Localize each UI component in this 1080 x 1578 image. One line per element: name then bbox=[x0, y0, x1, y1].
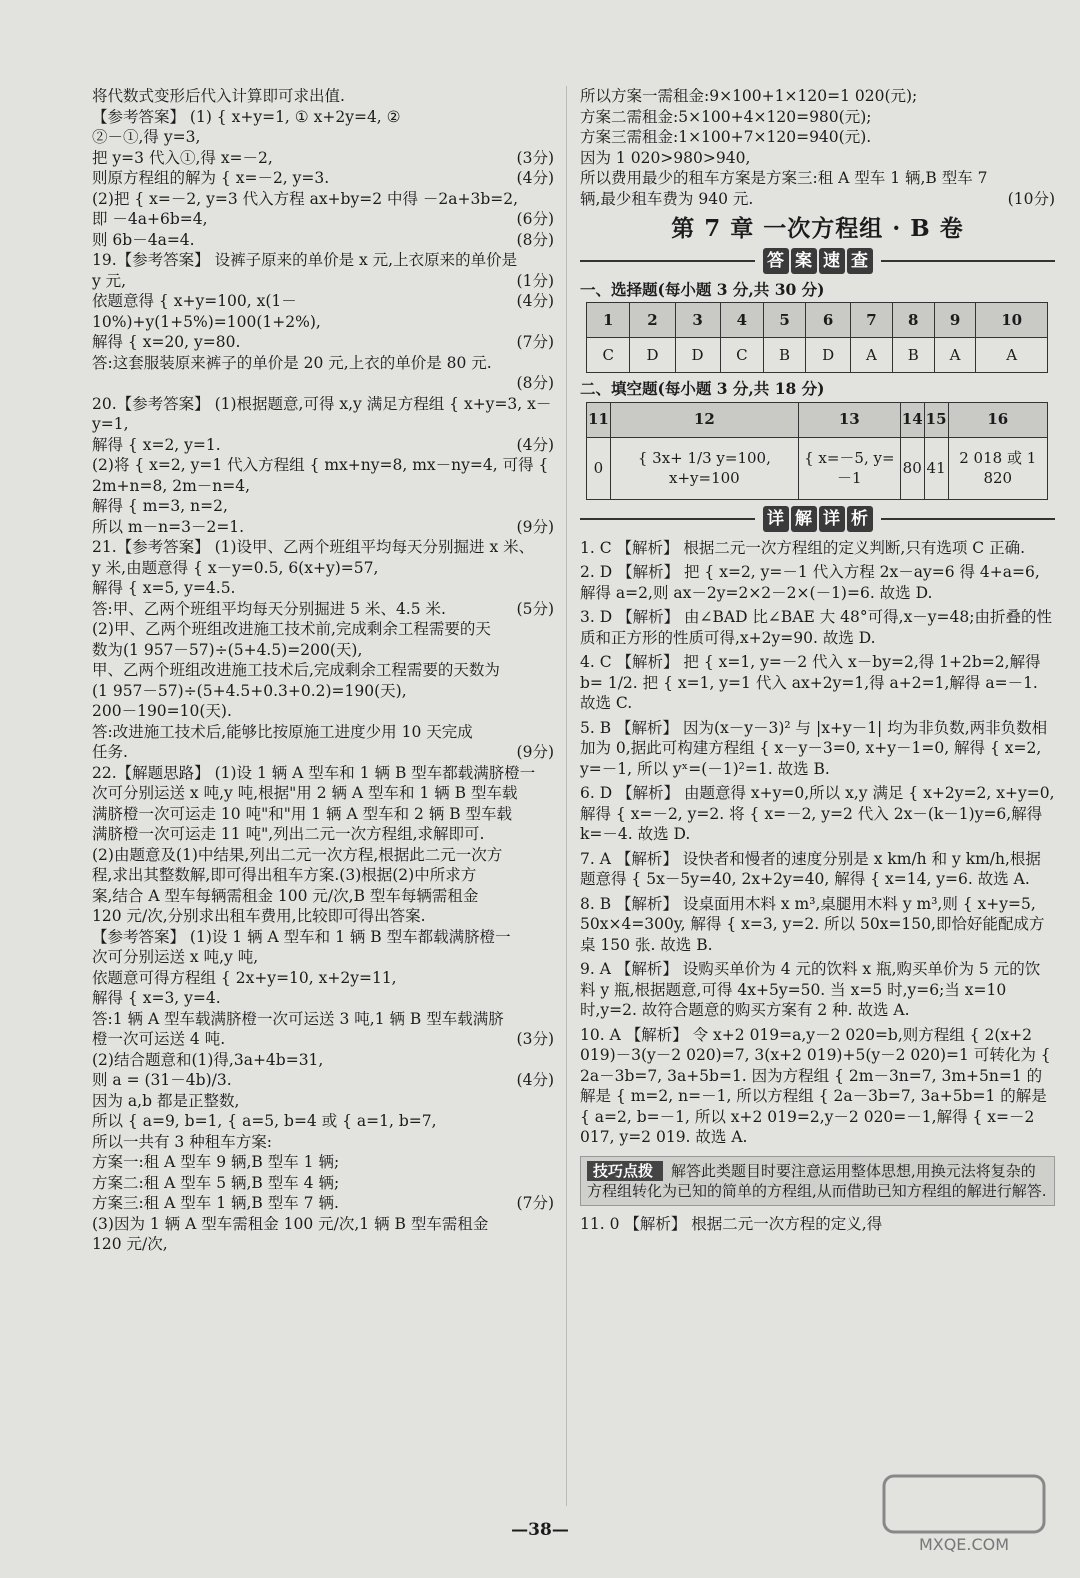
table-header-cell: 8 bbox=[892, 303, 934, 338]
fill-answer-table bbox=[586, 402, 1048, 500]
text-line bbox=[92, 640, 554, 661]
analysis-item: 10. A 【解析】 令 x+2 019=a,y－2 020=b,则方程组 { 2(x+2 019)－3(y－2 020)=7, 3(x+2 019)+5(y－2 020)=1 可转化为 { 2a－3b=7, 3a+5b=1. 因为方程组 { 2m－3n=7, 3m+5n=1 的解是 { m=2, n=－1, 所以方程组 { 2a－3b=7, 3a+5b=1 的解是 { a=2, b=－1, 所以 x+2 019=2,y－2 020=－1,解得 { x=－2 017, y=2 019. 故选 A. bbox=[580, 1025, 1051, 1146]
analysis-item: 5. B 【解析】 因为(x－y－3)² 与 |x+y－1| 均为非负数,两非负数相加为 0,据此可构建方程组 { x－y－3=0, x+y－1=0, 解得 { x=2, y=－1, 所以 yˣ=(－1)²=1. 故选 B. bbox=[580, 718, 1048, 778]
left-column bbox=[92, 86, 554, 1255]
text-line bbox=[92, 1132, 554, 1153]
table-cell: C bbox=[587, 338, 630, 373]
line-text: 解得 { x=5, y=4.5. bbox=[92, 579, 236, 597]
text-line bbox=[92, 168, 554, 189]
line-text: 答:甲、乙两个班组平均每天分别掘进 5 米、4.5 米. bbox=[92, 599, 446, 618]
text-line bbox=[92, 271, 554, 292]
line-text: 辆,最少租车费为 940 元. bbox=[580, 189, 754, 208]
text-line bbox=[92, 537, 554, 558]
text-line bbox=[92, 1009, 554, 1030]
score-mark: (6分) bbox=[516, 210, 554, 228]
table-cell: C bbox=[720, 338, 763, 373]
text-line bbox=[92, 496, 554, 517]
table-cell: D bbox=[806, 338, 851, 373]
table-header-cell: 2 bbox=[630, 303, 675, 338]
text-line bbox=[92, 230, 554, 251]
answer-quick-check-banner bbox=[580, 248, 1055, 274]
line-text: 答:这套服装原来裤子的单价是 20 元,上衣的单价是 80 元. bbox=[92, 353, 492, 372]
detailed-analysis-banner bbox=[580, 506, 1055, 532]
table-header-cell: 5 bbox=[764, 303, 806, 338]
line-text: 则 a = (31－4b)/3. bbox=[92, 1071, 232, 1089]
score-mark: (10分) bbox=[1007, 189, 1055, 208]
table-cell: D bbox=[630, 338, 675, 373]
text-line bbox=[92, 1070, 554, 1091]
banner-char: 析 bbox=[847, 506, 873, 532]
score-mark: (7分) bbox=[516, 333, 554, 351]
score-mark: (8分) bbox=[516, 230, 554, 249]
text-line bbox=[92, 1214, 554, 1235]
text-line bbox=[580, 86, 1055, 107]
score-mark: (8分) bbox=[516, 374, 554, 392]
banner-char: 解 bbox=[791, 506, 817, 532]
banner-char: 详 bbox=[763, 506, 789, 532]
text-line bbox=[92, 127, 554, 148]
text-line bbox=[92, 1173, 554, 1194]
analysis-item: 6. D 【解析】 由题意得 x+y=0,所以 x,y 满足 { x+2y=2, x+y=0, 解得 { x=－2, y=2. 将 { x=－2, y=2 代入 2x－(k－1)y=6,解得 k=－4. 故选 D. bbox=[580, 784, 1055, 843]
banner-char: 案 bbox=[791, 248, 817, 274]
tip-tag: 技巧点拨 bbox=[587, 1161, 663, 1181]
table-header-cell: 10 bbox=[976, 303, 1048, 338]
text-line bbox=[92, 1050, 554, 1071]
text-line bbox=[92, 824, 554, 845]
line-text: 则 6b－4a=4. bbox=[92, 230, 195, 249]
score-mark: (9分) bbox=[516, 517, 554, 536]
line-text: 方案一:租 A 型车 9 辆,B 型车 1 辆; bbox=[92, 1153, 340, 1171]
score-mark: (5分) bbox=[516, 599, 554, 618]
text-line bbox=[580, 107, 1055, 128]
table-cell: D bbox=[675, 338, 720, 373]
text-line bbox=[92, 86, 554, 107]
line-text: (2)甲、乙两个班组改进施工技术前,完成剩余工程需要的天 bbox=[92, 620, 491, 638]
line-text: 依题意可得方程组 { 2x+y=10, x+2y=11, bbox=[92, 968, 397, 987]
table-cell: B bbox=[892, 338, 934, 373]
table-header-cell: 9 bbox=[934, 303, 976, 338]
text-line bbox=[92, 947, 554, 968]
tip-box bbox=[580, 1156, 1055, 1206]
score-mark: (1分) bbox=[516, 271, 554, 290]
column-divider bbox=[566, 86, 567, 1506]
table-cell: 80 bbox=[900, 437, 924, 499]
score-mark: (4分) bbox=[516, 169, 554, 187]
text-line bbox=[92, 435, 554, 456]
table-cell: B bbox=[764, 338, 806, 373]
analysis-item: 3. D 【解析】 由∠BAD 比∠BAE 大 48°可得,x－y=48;由折叠的性质和正方形的性质可得,x+2y=90. 故选 D. bbox=[580, 608, 1052, 647]
score-mark: (4分) bbox=[516, 292, 554, 310]
text-line bbox=[92, 373, 554, 394]
line-text: 所以 { a=9, b=1, { a=5, b=4 或 { a=1, b=7, bbox=[92, 1112, 437, 1130]
banner-char: 答 bbox=[763, 248, 789, 274]
banner-char: 速 bbox=[819, 248, 845, 274]
line-text: y 米,由题意得 { x－y=0.5, 6(x+y)=57, bbox=[92, 558, 379, 577]
table-cell: 41 bbox=[924, 437, 948, 499]
line-text: 方案三:租 A 型车 1 辆,B 型车 7 辆. bbox=[92, 1194, 339, 1212]
text-line bbox=[92, 517, 554, 538]
line-text: (3)因为 1 辆 A 型车需租金 100 元/次,1 辆 B 型车需租金 bbox=[92, 1214, 489, 1233]
analysis-item: 1. C 【解析】 根据二元一次方程组的定义判断,只有选项 C 正确. bbox=[580, 538, 1025, 557]
line-text: 22.【解题思路】 (1)设 1 辆 A 型车和 1 辆 B 型车都载满脐橙一 bbox=[92, 763, 536, 782]
line-text: 解得 { x=2, y=1. bbox=[92, 435, 221, 454]
section-fill-title: 二、填空题(每小题 3 分,共 18 分) bbox=[580, 379, 825, 398]
line-text: 20.【参考答案】 (1)根据题意,可得 x,y 满足方程组 { x+y=3, x－y=1, bbox=[92, 394, 552, 433]
text-line bbox=[92, 1193, 554, 1214]
text-line bbox=[92, 291, 554, 332]
text-line bbox=[92, 578, 554, 599]
line-text: 橙一次可运送 4 吨. bbox=[92, 1030, 226, 1048]
line-text: 方案二需租金:5×100+4×120=980(元); bbox=[580, 107, 872, 126]
text-line bbox=[580, 168, 1055, 189]
line-text: 把 y=3 代入①,得 x=－2, bbox=[92, 148, 273, 167]
table-header-cell: 3 bbox=[675, 303, 720, 338]
line-text: (2)由题意及(1)中结果,列出二元一次方程,根据此二元一次方 bbox=[92, 845, 503, 864]
line-text: 解得 { x=3, y=4. bbox=[92, 989, 221, 1007]
analysis-item-11: 11. 0 【解析】 根据二元一次方程的定义,得 bbox=[580, 1214, 883, 1233]
line-text: 19.【参考答案】 设裤子原来的单价是 x 元,上衣原来的单价是 bbox=[92, 251, 518, 269]
line-text: 任务. bbox=[92, 743, 128, 761]
text-line bbox=[92, 599, 554, 620]
line-text: 【参考答案】 (1)设 1 辆 A 型车和 1 辆 B 型车都载满脐橙一 bbox=[92, 927, 511, 946]
table-header-cell: 4 bbox=[720, 303, 763, 338]
line-text: 满脐橙一次可运走 11 吨",列出二元一次方程组,求解即可. bbox=[92, 825, 485, 843]
text-line bbox=[580, 148, 1055, 169]
text-line bbox=[92, 865, 554, 886]
score-mark: (3分) bbox=[516, 1030, 554, 1048]
table-header-cell: 16 bbox=[948, 402, 1047, 437]
line-text: 答:改进施工技术后,能够比按原施工进度少用 10 天完成 bbox=[92, 722, 473, 741]
text-line bbox=[92, 845, 554, 866]
table-header-cell: 7 bbox=[851, 303, 893, 338]
table-header-cell: 14 bbox=[900, 402, 924, 437]
text-line bbox=[92, 148, 554, 169]
text-line bbox=[92, 1111, 554, 1132]
line-text: 因为 1 020>980>940, bbox=[580, 148, 751, 167]
text-line bbox=[92, 763, 554, 784]
tip-text: 解答此类题目时要注意运用整体思想,用换元法将复杂的方程组转化为已知的简单的方程组,从而借助已知方程组的解进行解答. bbox=[587, 1161, 1047, 1200]
score-mark: (4分) bbox=[516, 435, 554, 454]
chapter-title: 第 7 章 一次方程组 · B 卷 bbox=[671, 215, 964, 242]
line-text: (2)结合题意和(1)得,3a+4b=31, bbox=[92, 1050, 324, 1069]
score-mark: (7分) bbox=[516, 1194, 554, 1212]
text-line bbox=[92, 558, 554, 579]
analysis-item: 4. C 【解析】 把 { x=1, y=－2 代入 x－by=2,得 1+2b=2,解得 b= 1/2. 把 { x=1, y=1 代入 ax+2y=1,得 a+2=1,解得 a=－1. 故选 C. bbox=[580, 653, 1041, 712]
text-line bbox=[92, 455, 554, 496]
line-text: (2)将 { x=2, y=1 代入方程组 { mx+ny=8, mx－ny=4, 可得 { 2m+n=8, 2m－n=4, bbox=[92, 456, 549, 495]
text-line bbox=[92, 886, 554, 907]
analysis-item: 9. A 【解析】 设购买单价为 4 元的饮料 x 瓶,购买单价为 5 元的饮料 y 瓶,根据题意,可得 4x+5y=50. 当 x=5 时,y=6;当 x=10 时,y=2. 故符合题意的购买方案有 2 种. 故选 A. bbox=[580, 960, 1041, 1019]
text-line bbox=[92, 804, 554, 825]
text-line bbox=[92, 1234, 554, 1255]
table-cell: A bbox=[934, 338, 976, 373]
line-text: 所以方案一需租金:9×100+1×120=1 020(元); bbox=[580, 87, 918, 105]
line-text: 数为(1 957－57)÷(5+4.5)=200(天), bbox=[92, 640, 363, 659]
page-number: —38— bbox=[511, 1520, 569, 1540]
table-header-cell: 12 bbox=[610, 402, 798, 437]
score-mark: (3分) bbox=[516, 148, 554, 167]
analysis-item: 8. B 【解析】 设桌面用木料 x m³,桌腿用木料 y m³,则 { x+y=5, 50x×4=300y, 解得 { x=3, y=2. 所以 50x=150,即恰好能配成方桌 150 张. 故选 B. bbox=[580, 894, 1045, 954]
analysis-item: 7. A 【解析】 设快者和慢者的速度分别是 x km/h 和 y km/h,根据题意得 { 5x－5y=40, 2x+2y=40, 解得 { x=14, y=6. 故选 A. bbox=[580, 849, 1041, 888]
score-mark: (9分) bbox=[516, 743, 554, 761]
line-text: (2)把 { x=－2, y=3 代入方程 ax+by=2 中得 －2a+3b=2, bbox=[92, 189, 519, 208]
text-line bbox=[92, 681, 554, 702]
text-line bbox=[580, 127, 1055, 148]
line-text: 依题意得 { x+y=100, x(1－10%)+y(1+5%)=100(1+2%), bbox=[92, 292, 321, 331]
line-text: (1 957－57)÷(5+4.5+0.3+0.2)=190(天), bbox=[92, 681, 407, 700]
text-line bbox=[92, 968, 554, 989]
table-header-cell: 6 bbox=[806, 303, 851, 338]
score-mark: (4分) bbox=[516, 1071, 554, 1089]
line-text: 方案三需租金:1×100+7×120=940(元). bbox=[580, 128, 872, 146]
line-text: 程,求出其整数解,即可得出租车方案.(3)根据(2)中所求方 bbox=[92, 866, 477, 884]
watermark-logo bbox=[880, 1468, 1050, 1558]
text-line bbox=[92, 1152, 554, 1173]
text-line bbox=[92, 1091, 554, 1112]
table-header-cell: 1 bbox=[587, 303, 630, 338]
text-line bbox=[580, 189, 1055, 210]
line-text: 次可分别运送 x 吨,y 吨,根据"用 2 辆 A 型车和 1 辆 B 型车载 bbox=[92, 784, 518, 802]
text-line bbox=[92, 250, 554, 271]
text-line bbox=[92, 619, 554, 640]
text-line bbox=[92, 394, 554, 435]
line-text: 甲、乙两个班组改进施工技术后,完成剩余工程需要的天数为 bbox=[92, 661, 500, 679]
text-line bbox=[92, 209, 554, 230]
line-text: 解得 { x=20, y=80. bbox=[92, 333, 241, 351]
text-line bbox=[92, 107, 554, 128]
text-line bbox=[92, 722, 554, 743]
line-text: 将代数式变形后代入计算即可求出值. bbox=[92, 87, 345, 105]
line-text: 则原方程组的解为 { x=－2, y=3. bbox=[92, 169, 330, 187]
line-text: 因为 a,b 都是正整数, bbox=[92, 1091, 240, 1110]
table-header-cell: 11 bbox=[587, 402, 611, 437]
banner-char: 查 bbox=[847, 248, 873, 274]
section-choice-title: 一、选择题(每小题 3 分,共 30 分) bbox=[580, 279, 825, 299]
text-line bbox=[92, 1029, 554, 1050]
analysis-list bbox=[580, 538, 1055, 1148]
line-text: 21.【参考答案】 (1)设甲、乙两个班组平均每天分别掘进 x 米、 bbox=[92, 538, 535, 556]
text-line bbox=[92, 906, 554, 927]
right-top-text bbox=[580, 86, 1055, 209]
line-text: 【参考答案】 (1) { x+y=1, ① x+2y=4, ② bbox=[92, 107, 401, 126]
text-line bbox=[92, 189, 554, 210]
table-cell: { x=－5, y=－1 bbox=[798, 437, 900, 499]
banner-char: 详 bbox=[819, 506, 845, 532]
text-line bbox=[92, 927, 554, 948]
table-cell: { 3x+ 1/3 y=100, x+y=100 bbox=[610, 437, 798, 499]
line-text: 次可分别运送 x 吨,y 吨, bbox=[92, 948, 259, 966]
line-text: 200－190=10(天). bbox=[92, 702, 232, 720]
text-line bbox=[92, 332, 554, 353]
table-cell: A bbox=[976, 338, 1048, 373]
text-line bbox=[92, 742, 554, 763]
table-cell: A bbox=[851, 338, 893, 373]
table-cell: 2 018 或 1 820 bbox=[948, 437, 1047, 499]
text-line bbox=[92, 660, 554, 681]
text-line bbox=[92, 988, 554, 1009]
text-line bbox=[92, 783, 554, 804]
line-text: 方案二:租 A 型车 5 辆,B 型车 4 辆; bbox=[92, 1173, 340, 1192]
table-cell: 0 bbox=[587, 437, 611, 499]
line-text: 所以 m－n=3－2=1. bbox=[92, 517, 245, 536]
table-header-cell: 13 bbox=[798, 402, 900, 437]
choice-answer-table bbox=[586, 302, 1048, 373]
table-header-cell: 15 bbox=[924, 402, 948, 437]
line-text: 所以一共有 3 种租车方案: bbox=[92, 1132, 272, 1151]
svg-text:MXQE.COM: MXQE.COM bbox=[918, 1535, 1010, 1554]
line-text: 所以费用最少的租车方案是方案三:租 A 型车 1 辆,B 型车 7 bbox=[580, 169, 988, 187]
text-line bbox=[92, 701, 554, 722]
text-line bbox=[92, 353, 554, 374]
line-text: 120 元/次,分别求出租车费用,比较即可得出答案. bbox=[92, 907, 426, 925]
line-text: 案,结合 A 型车每辆需租金 100 元/次,B 型车每辆需租金 bbox=[92, 886, 479, 905]
line-text: ②－①,得 y=3, bbox=[92, 128, 201, 146]
analysis-item: 2. D 【解析】 把 { x=2, y=－1 代入方程 2x－ay=6 得 4+a=6,解得 a=2,则 ax－2y=2×2－2×(－1)=6. 故选 D. bbox=[580, 563, 1040, 602]
line-text: 答:1 辆 A 型车载满脐橙一次可运送 3 吨,1 辆 B 型车载满脐 bbox=[92, 1009, 504, 1028]
right-column bbox=[580, 86, 1055, 1234]
line-text: y 元, bbox=[92, 271, 127, 290]
line-text: 120 元/次, bbox=[92, 1235, 168, 1253]
line-text: 满脐橙一次可运走 10 吨"和"用 1 辆 A 型车和 2 辆 B 型车载 bbox=[92, 804, 513, 823]
line-text: 即 －4a+6b=4, bbox=[92, 210, 208, 228]
line-text: 解得 { m=3, n=2, bbox=[92, 497, 228, 515]
